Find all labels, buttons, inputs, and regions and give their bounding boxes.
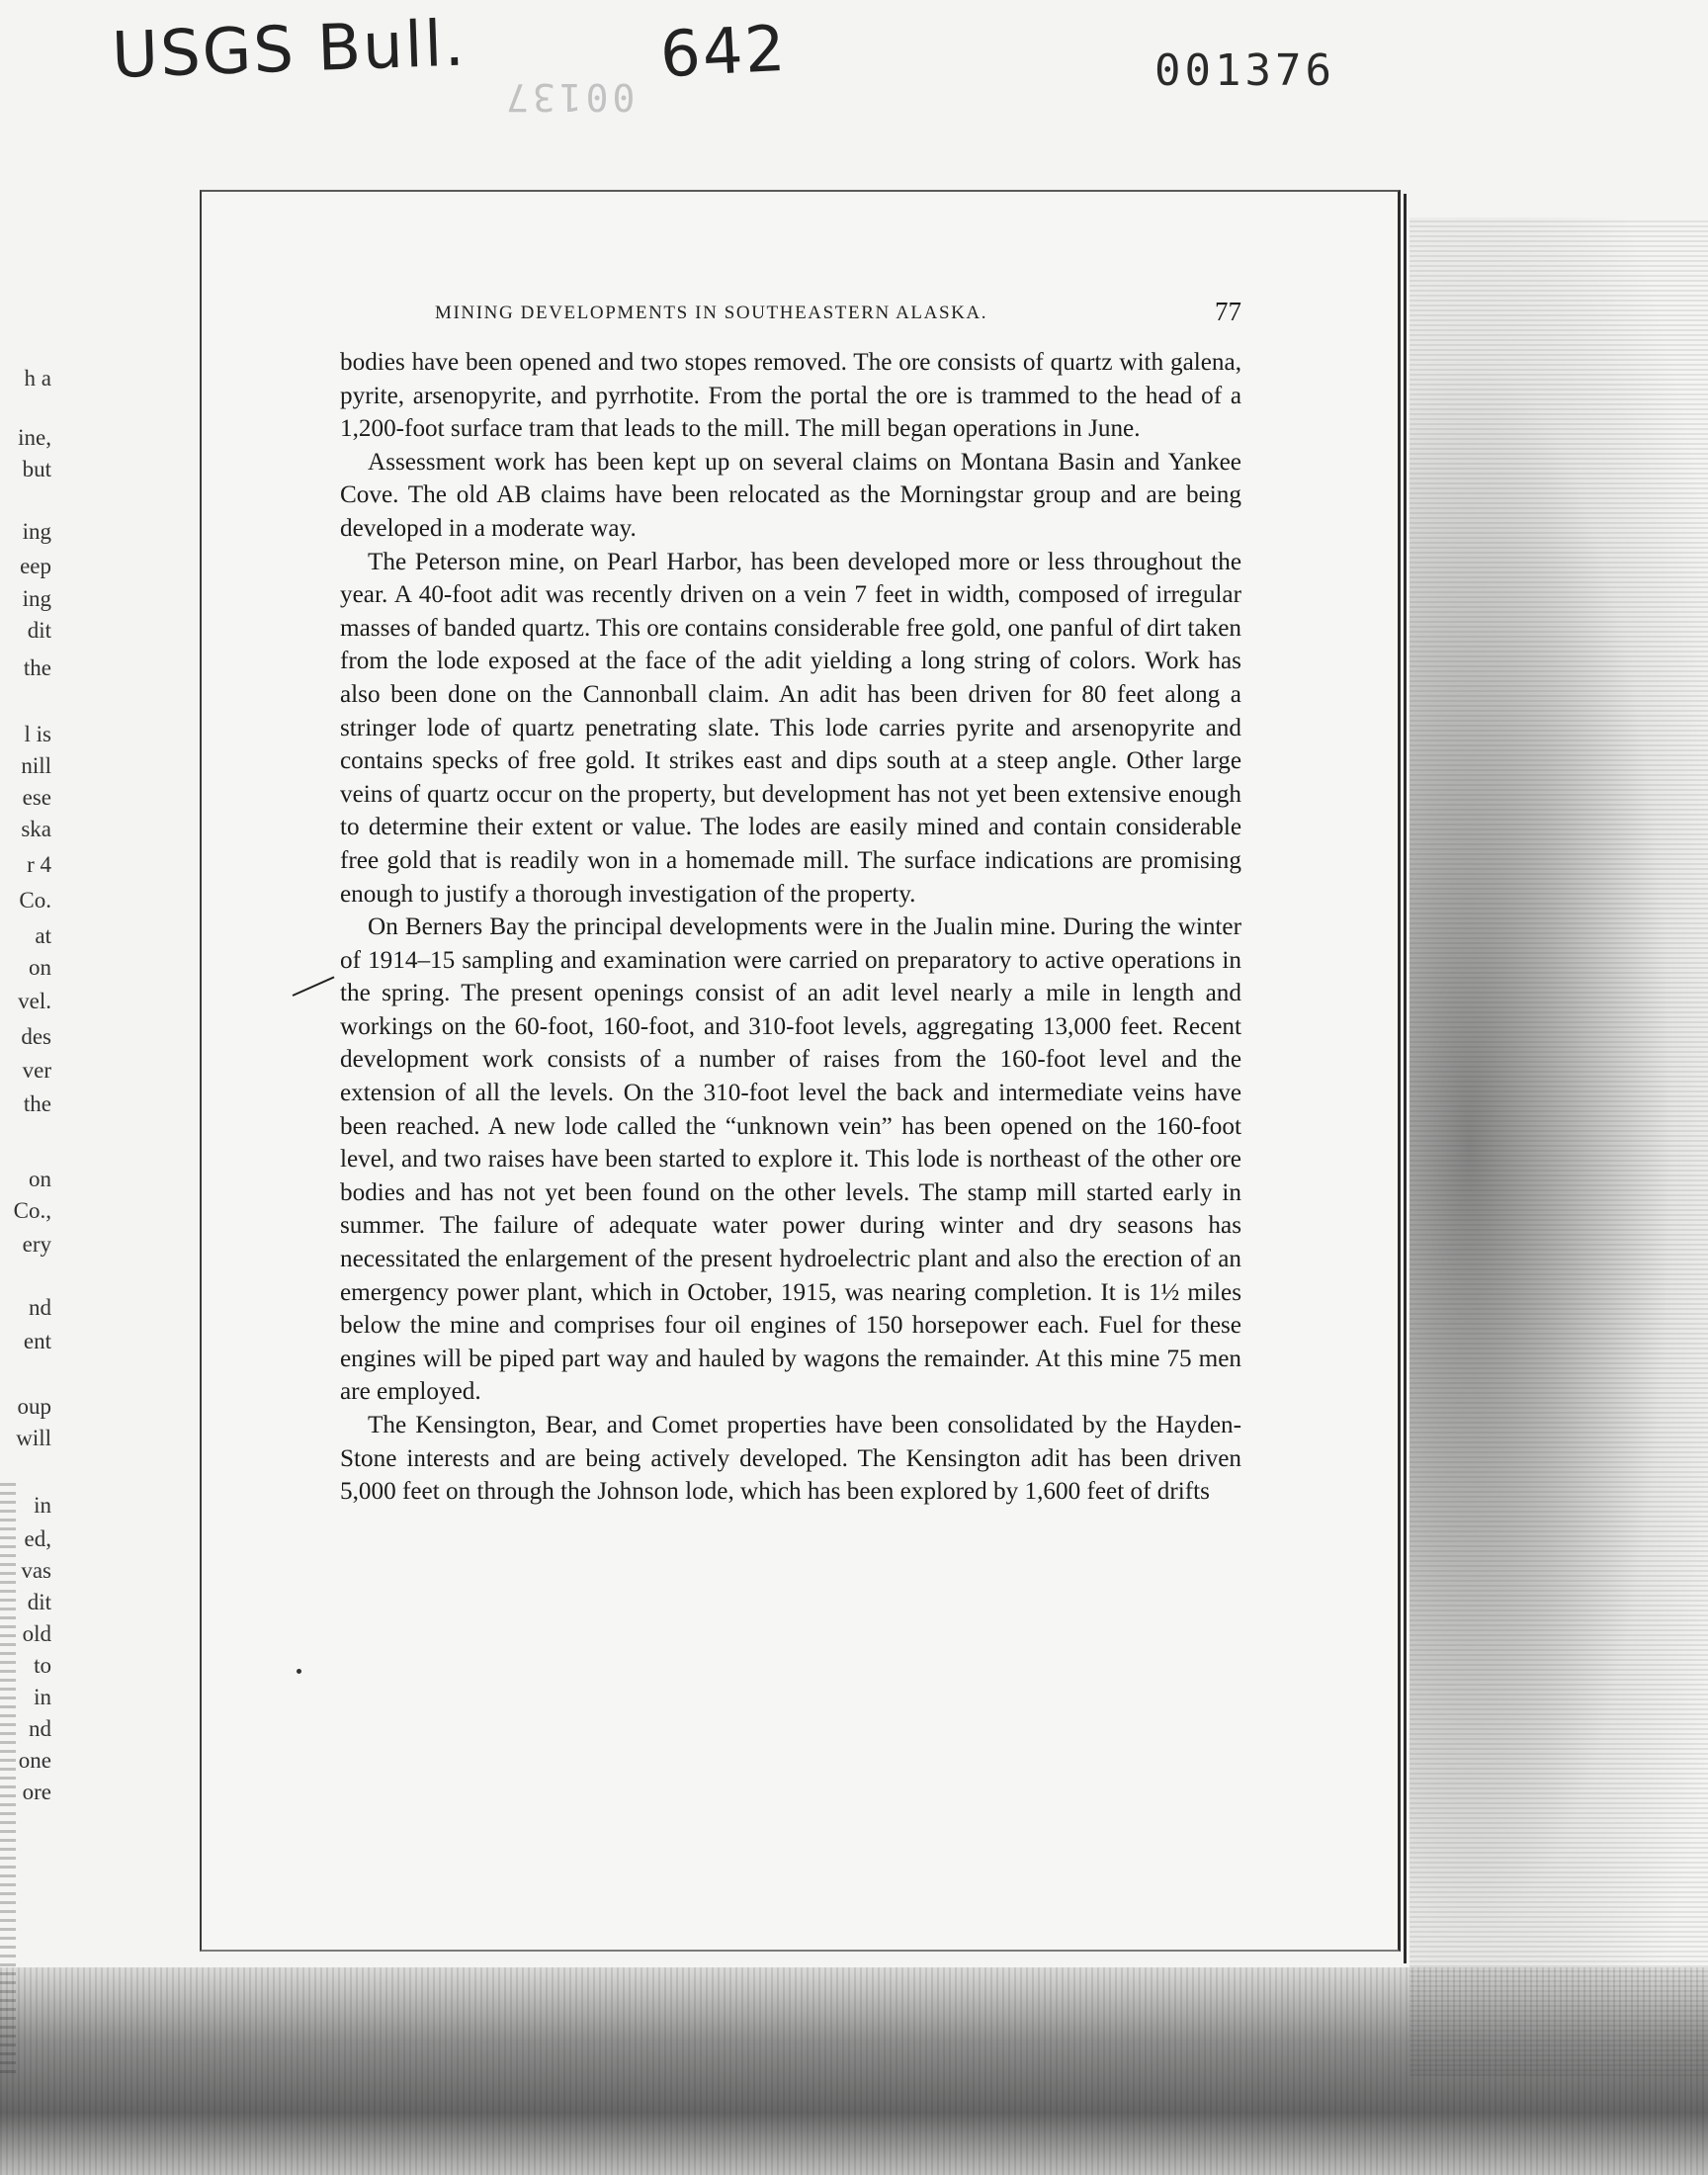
adjacent-page-fragment: one: [18, 1748, 51, 1773]
adjacent-page-fragment: dit: [27, 1590, 51, 1614]
margin-dot-mark: [297, 1669, 301, 1674]
adjacent-page-fragment: nd: [29, 1295, 51, 1320]
adjacent-page-fragment: ent: [23, 1329, 51, 1353]
page-body: [340, 346, 1241, 1509]
adjacent-page-fragment: oup: [17, 1394, 51, 1419]
adjacent-page-fragment: in: [34, 1685, 51, 1709]
adjacent-page-fragment: r 4: [27, 852, 51, 877]
adjacent-page-fragment: the: [23, 1091, 51, 1116]
adjacent-page-fragment: on: [29, 955, 51, 980]
adjacent-page-fragment: ing: [22, 586, 51, 611]
handwritten-bulletin-number: 642: [658, 12, 790, 93]
adjacent-page-fragment: Co.,: [13, 1198, 51, 1223]
adjacent-page-fragment: vas: [21, 1558, 51, 1583]
adjacent-page-fragment: ska: [21, 817, 51, 841]
adjacent-page-fragment: the: [23, 655, 51, 680]
adjacent-page-fragment: in: [34, 1493, 51, 1518]
adjacent-page-fragment: ore: [22, 1780, 51, 1804]
running-title: MINING DEVELOPMENTS IN SOUTHEASTERN ALASKA.: [435, 303, 988, 323]
page-number: 77: [1215, 297, 1241, 326]
adjacent-page-fragment: old: [22, 1621, 51, 1646]
adjacent-page-fragment: Co.: [19, 888, 51, 913]
adjacent-page-fragment: on: [29, 1167, 51, 1191]
paragraph: Assessment work has been kept up on several claims on Montana Basin and Yankee Cove. The old AB claims have been relocated as the Morningstar group and are being developed in a moderate way.: [340, 448, 1241, 542]
scan-shadow-right: [1409, 218, 1708, 2076]
adjacent-page-fragment: at: [35, 923, 51, 948]
adjacent-page-fragment: ese: [22, 785, 51, 810]
paragraph: The Peterson mine, on Pearl Harbor, has been developed more or less throughout the year. A 40-foot adit was recently driven on a vein 7 feet in width, composed of irregular masses of banded quartz. This ore contains considerable free gold, one panful of dirt taken from the lode exposed at the face of the adit yielding a long string of colors. Work has also been done on the Cannonball claim. An adit has been driven for 80 feet along a stringer lode of quartz penetrating slate. This lode carries pyrite and arsenopyrite and contains specks of free gold. It strikes east and dips south at a steep angle. Other large veins of quartz occur on the property, but development has not yet been extensive enough to determine their extent or value. The lodes are easily mined and contain considerable free gold that is readily won in a homemade mill. The surface indications are promising enough to justify a thorough investigation of the property.: [340, 548, 1241, 908]
adjacent-page-fragment: nill: [21, 753, 51, 778]
adjacent-page-fragment: l is: [24, 722, 51, 746]
ghost-stamp-number: 00137: [502, 75, 636, 119]
stamped-document-number: 001376: [1154, 45, 1335, 96]
running-header: [336, 297, 1241, 336]
paragraph: bodies have been opened and two stopes removed. The ore consists of quartz with galena, pyrite, arsenopyrite, and pyrrhotite. From the portal the ore is trammed to the head of a 1,200-foot surface tram that leads to the mill. The mill began operations in June.: [340, 349, 1241, 443]
adjacent-page-fragment: but: [22, 457, 51, 481]
adjacent-page-fragment: ver: [22, 1058, 51, 1083]
adjacent-page-fragment: dit: [27, 618, 51, 643]
adjacent-page-fragment: vel.: [18, 989, 51, 1013]
adjacent-page-fragment: h a: [24, 366, 51, 391]
page-frame-right-edge: [1404, 194, 1407, 1963]
adjacent-page-fragment: ine,: [18, 425, 51, 450]
adjacent-page-fragment: will: [16, 1426, 51, 1450]
adjacent-page-fragment: nd: [29, 1716, 51, 1741]
adjacent-page-fragment: des: [21, 1024, 51, 1049]
handwritten-series-label: USGS Bull.: [111, 7, 468, 93]
scan-shadow-bottom: [0, 1967, 1708, 2175]
adjacent-page-fragment: eep: [20, 554, 51, 578]
adjacent-page-fragment: ed,: [24, 1526, 51, 1551]
paragraph: On Berners Bay the principal developments were in the Jualin mine. During the winter of 1914–15 sampling and examination were carried on preparatory to active operations in the spring. The present openings consist of an adit level nearly a mile in length and workings on the 60-foot, 160-foot, and 310-foot levels, aggregating 13,000 feet. Recent development work consists of a number of raises from the 160-foot level and the extension of all the levels. On the 310-foot level the back and intermediate veins have been reached. A new lode called the “unknown vein” has been opened on the 160-foot level, and two raises have been started to explore it. This lode is northeast of the other ore bodies and has not yet been found on the other levels. The stamp mill started early in summer. The failure of adequate water power during winter and dry seasons has necessitated the enlargement of the present hydroelectric plant and also the erection of an emergency power plant, which in October, 1915, was nearing completion. It is 1½ miles below the mine and comprises four oil engines of 150 horsepower each. Fuel for these engines will be piped part way and hauled by wagons the remainder. At this mine 75 men are employed.: [340, 914, 1241, 1406]
adjacent-page-fragment: to: [34, 1653, 51, 1678]
paragraph: The Kensington, Bear, and Comet properties have been consolidated by the Hayden-Stone interests and are being actively developed. The Kensington adit has been driven 5,000 feet on through the Johnson lode, which has been explored by 1,600 feet of drifts: [340, 1412, 1241, 1506]
adjacent-page-fragment: ery: [22, 1232, 51, 1257]
adjacent-page-fragment: ing: [22, 519, 51, 544]
